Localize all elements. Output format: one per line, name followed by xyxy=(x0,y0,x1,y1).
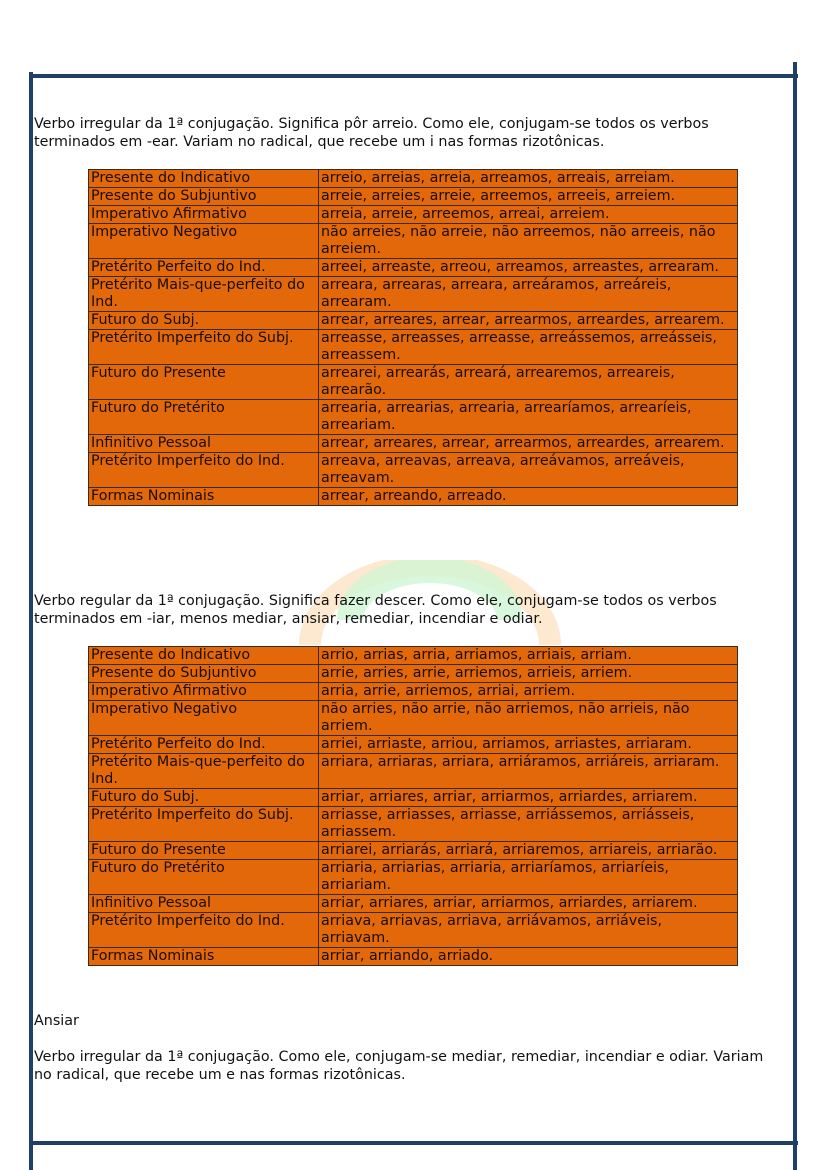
tense-cell: Futuro do Subj. xyxy=(89,312,319,330)
table-row xyxy=(89,277,738,312)
intro-paragraph-arriar: Verbo regular da 1ª conjugação. Significa fazer descer. Como ele, conjugam-se todos os verbos terminados em -iar, menos mediar, ansiar, remediar, incendiar e odiar. xyxy=(34,593,717,627)
forms-cell: arreie, arreies, arreie, arreemos, arreeis, arreiem. xyxy=(319,188,738,206)
tense-cell: Presente do Subjuntivo xyxy=(89,665,319,683)
forms-cell: arreio, arreias, arreia, arreamos, arreais, arreiam. xyxy=(319,170,738,188)
tense-cell: Presente do Subjuntivo xyxy=(89,188,319,206)
forms-cell: arreava, arreavas, arreava, arreávamos, arreáveis, arreavam. xyxy=(319,453,738,488)
table-row xyxy=(89,400,738,435)
tense-cell: Futuro do Pretérito xyxy=(89,400,319,435)
table-row xyxy=(89,224,738,259)
conjugation-table-arriar xyxy=(88,646,738,966)
tense-cell: Formas Nominais xyxy=(89,948,319,966)
tense-cell: Imperativo Afirmativo xyxy=(89,683,319,701)
tense-cell: Pretérito Perfeito do Ind. xyxy=(89,736,319,754)
forms-cell: arrie, arries, arrie, arriemos, arrieis, arriem. xyxy=(319,665,738,683)
intro-paragraph-ansiar: Verbo irregular da 1ª conjugação. Como ele, conjugam-se mediar, remediar, incendiar e odiar. Variam no radical, que recebe um e nas formas rizotônicas. xyxy=(34,1049,764,1083)
table-row xyxy=(89,895,738,913)
tense-cell: Futuro do Pretérito xyxy=(89,860,319,895)
table-row xyxy=(89,736,738,754)
table-row xyxy=(89,170,738,188)
table-row xyxy=(89,807,738,842)
table-row xyxy=(89,206,738,224)
forms-cell: arrear, arreares, arrear, arrearmos, arreardes, arrearem. xyxy=(319,435,738,453)
forms-cell: arrear, arreares, arrear, arrearmos, arreardes, arrearem. xyxy=(319,312,738,330)
forms-cell: arreasse, arreasses, arreasse, arreássemos, arreásseis, arreassem. xyxy=(319,330,738,365)
forms-cell: arriara, arriaras, arriara, arriáramos, arriáreis, arriaram. xyxy=(319,754,738,789)
table-row xyxy=(89,665,738,683)
tense-cell: Pretérito Mais-que-perfeito do Ind. xyxy=(89,277,319,312)
table-row xyxy=(89,453,738,488)
tense-cell: Imperativo Negativo xyxy=(89,224,319,259)
table-row xyxy=(89,842,738,860)
tense-cell: Infinitivo Pessoal xyxy=(89,435,319,453)
table-row xyxy=(89,860,738,895)
forms-cell: arriarei, arriarás, arriará, arriaremos, arriareis, arriarão. xyxy=(319,842,738,860)
tense-cell: Pretérito Imperfeito do Subj. xyxy=(89,807,319,842)
forms-cell: arrear, arreando, arreado. xyxy=(319,488,738,506)
table-row xyxy=(89,312,738,330)
section-heading-ansiar: Ansiar xyxy=(34,1013,79,1029)
forms-cell: arriasse, arriasses, arriasse, arriássemos, arriásseis, arriassem. xyxy=(319,807,738,842)
page-frame-right xyxy=(793,62,797,1170)
forms-cell: arriaria, arriarias, arriaria, arriaríamos, arriaríeis, arriariam. xyxy=(319,860,738,895)
forms-cell: arreei, arreaste, arreou, arreamos, arreastes, arrearam. xyxy=(319,259,738,277)
tense-cell: Presente do Indicativo xyxy=(89,170,319,188)
tense-cell: Presente do Indicativo xyxy=(89,647,319,665)
tense-cell: Futuro do Presente xyxy=(89,842,319,860)
tense-cell: Pretérito Imperfeito do Subj. xyxy=(89,330,319,365)
tense-cell: Pretérito Mais-que-perfeito do Ind. xyxy=(89,754,319,789)
table-row xyxy=(89,435,738,453)
table-row xyxy=(89,647,738,665)
forms-cell: arrearei, arrearás, arreará, arrearemos, arreareis, arrearão. xyxy=(319,365,738,400)
forms-cell: arriar, arriando, arriado. xyxy=(319,948,738,966)
tense-cell: Pretérito Imperfeito do Ind. xyxy=(89,453,319,488)
forms-cell: arriava, arriavas, arriava, arriávamos, arriáveis, arriavam. xyxy=(319,913,738,948)
tense-cell: Imperativo Negativo xyxy=(89,701,319,736)
forms-cell: arriei, arriaste, arriou, arriamos, arriastes, arriaram. xyxy=(319,736,738,754)
forms-cell: não arreies, não arreie, não arreemos, não arreeis, não arreiem. xyxy=(319,224,738,259)
forms-cell: arriar, arriares, arriar, arriarmos, arriardes, arriarem. xyxy=(319,789,738,807)
forms-cell: arriar, arriares, arriar, arriarmos, arriardes, arriarem. xyxy=(319,895,738,913)
tense-cell: Pretérito Perfeito do Ind. xyxy=(89,259,319,277)
tense-cell: Futuro do Presente xyxy=(89,365,319,400)
page-frame-left xyxy=(29,72,33,1170)
tense-cell: Formas Nominais xyxy=(89,488,319,506)
table-row xyxy=(89,330,738,365)
table-row xyxy=(89,683,738,701)
forms-cell: arria, arrie, arriemos, arriai, arriem. xyxy=(319,683,738,701)
tense-cell: Futuro do Subj. xyxy=(89,789,319,807)
conjugation-table-arrear xyxy=(88,169,738,506)
forms-cell: arrearia, arrearias, arrearia, arrearíamos, arrearíeis, arreariam. xyxy=(319,400,738,435)
intro-paragraph-arrear: Verbo irregular da 1ª conjugação. Significa pôr arreio. Como ele, conjugam-se todos os verbos terminados em -ear. Variam no radical, que recebe um i nas formas rizotônicas. xyxy=(34,116,709,150)
table-row xyxy=(89,188,738,206)
table-row xyxy=(89,948,738,966)
forms-cell: arrio, arrias, arria, arriamos, arriais, arriam. xyxy=(319,647,738,665)
tense-cell: Infinitivo Pessoal xyxy=(89,895,319,913)
forms-cell: arreara, arrearas, arreara, arreáramos, arreáreis, arrearam. xyxy=(319,277,738,312)
table-row xyxy=(89,913,738,948)
tense-cell: Imperativo Afirmativo xyxy=(89,206,319,224)
forms-cell: não arries, não arrie, não arriemos, não arrieis, não arriem. xyxy=(319,701,738,736)
table-row xyxy=(89,259,738,277)
tense-cell: Pretérito Imperfeito do Ind. xyxy=(89,913,319,948)
table-row xyxy=(89,365,738,400)
table-row xyxy=(89,488,738,506)
table-row xyxy=(89,701,738,736)
table-row xyxy=(89,789,738,807)
table-row xyxy=(89,754,738,789)
forms-cell: arreia, arreie, arreemos, arreai, arreiem. xyxy=(319,206,738,224)
page-frame-bottom xyxy=(29,1141,798,1145)
page-frame-top xyxy=(29,74,798,78)
